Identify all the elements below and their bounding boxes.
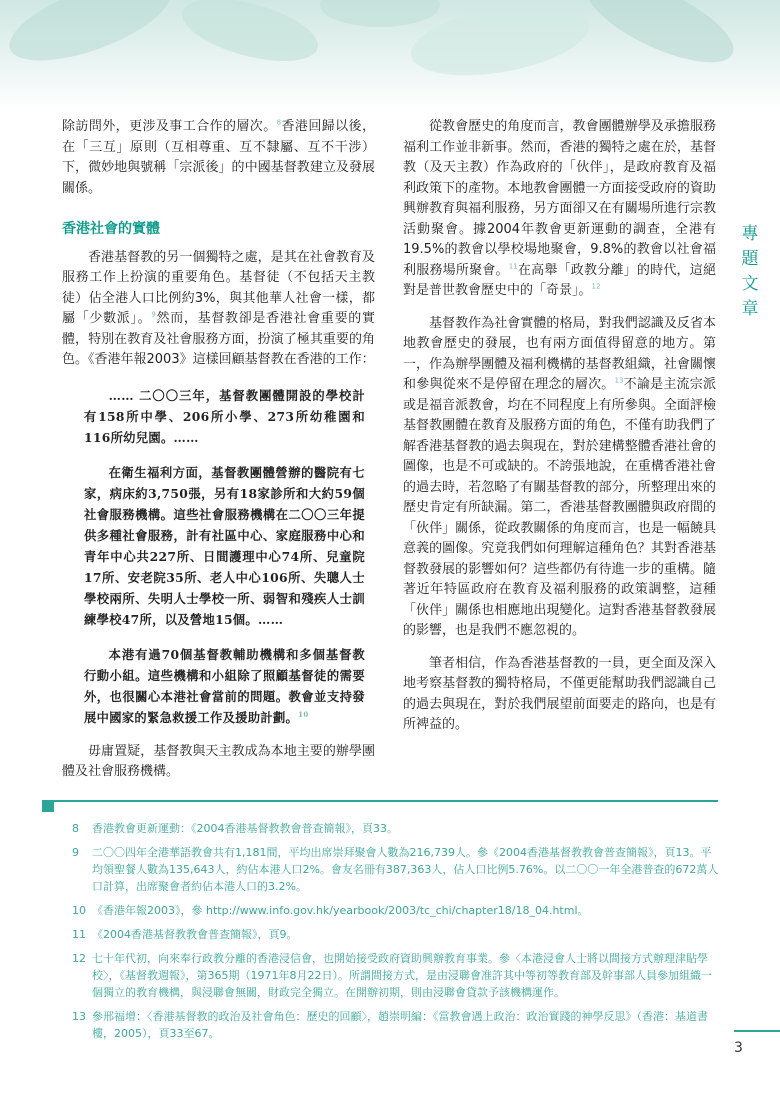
footnote-item: 9 二〇〇四年全港華語教會共有1,181間，平均出席崇拜聚會人數為216,739人。參《2004香港基督教教會普查簡報》，頁13。平均領聖餐人數為135,643人，約佔本港人口2%。會友名冊有387,363人，佔人口比例5.76%。以二〇〇一年全港普查的672萬人口計算，出席聚會者約佔本港人口的3.2%。 bbox=[72, 846, 719, 893]
quote-1: …… 二〇〇三年，基督教團體開設的學校計有158所中學、206所小學、273所幼稚園和116所幼兒園。…… bbox=[84, 387, 365, 445]
footnote-ref: 12 bbox=[591, 282, 601, 291]
footnotes bbox=[72, 820, 720, 1049]
footnote-ref: 11 bbox=[508, 262, 518, 271]
quote-3: 本港有過70個基督教輔助機構和多個基督教行動小組。這些機構和小組除了照顧基督徒的需要外，也很關心本港社會當前的問題。教會並支持發展中國家的緊急救援工作及援助計劃。$^{10}$ bbox=[84, 646, 365, 725]
right-paragraph-1: 從教會歷史的角度而言，教會團體辦學及承擔服務福利工作並非新事。然而，香港的獨特之處在於，基督教（及天主教）作為政府的「伙伴」，是政府教育及福利政策下的產物。本地教會團體一方面接受政府的資助興辦教育與福利服務，另方面卻又在有關場所進行宗教活動聚會。據2004年教會更新運動的調查，全港有19.5%的教會以學校場地聚會，9.8%的教會以社會福利服務場所聚會。$^{11}$在高舉「政教分離」的時代，這絕對是普世教會歷史中的「奇景」。$^{12}$ bbox=[403, 119, 716, 298]
footnote-ref: 8 bbox=[276, 118, 282, 127]
side-section-label bbox=[738, 222, 762, 322]
side-label-char: 題 bbox=[741, 249, 759, 269]
footnote-ref: 10 bbox=[298, 709, 309, 719]
section-heading: 香港社會的實體 bbox=[62, 221, 160, 237]
footnote-item: 11 《2004香港基督教教會普查簡報》，頁9。 bbox=[72, 928, 298, 941]
left-paragraph-2: 香港基督教的另一個獨特之處，是其在社會教育及服務工作上扮演的重要角色。基督徒（不包括天主教徒）佔全港人口比例約3%，與其他華人社會一樣，都屬「少數派」。$^9$然而，基督教卻是香港社會重要的實體，特別在教育及社會服務方面，扮演了極其重要的角色。《香港年報2003》這樣回顧基督教在香港的工作： bbox=[62, 249, 375, 367]
footnote-item: 12 七十年代初，向來奉行政教分離的香港浸信會，也開始接受政府資助興辦教育事業。參〈本港浸會人士將以間接方式辦理津貼學校〉，《基督教週報》，第365期（1971年8月22日）。所謂間接方式，是由浸聯會准許其中等初等教育部及幹事部人員參加組織一個獨立的教育機構，與浸聯會無關，財政完全獨立。在開辦初期，則由浸聯會貸款予該機構運作。 bbox=[72, 952, 712, 999]
left-column bbox=[62, 117, 375, 783]
footnote-item: 10 《香港年報2003》，參 http://www.info.gov.hk/yearbook/2003/tc_chi/chapter18/18_04.html。 bbox=[72, 904, 589, 917]
page-number-bar bbox=[734, 1030, 780, 1032]
side-label-char: 專 bbox=[741, 224, 759, 244]
side-label-char: 文 bbox=[741, 274, 759, 294]
page-number: 3 bbox=[734, 1040, 743, 1056]
right-column bbox=[403, 117, 716, 736]
side-label-char: 章 bbox=[741, 299, 759, 319]
right-paragraph-2: 基督教作為社會實體的格局，對我們認識及反省本地教會歷史的發展，也有兩方面值得留意的地方。第一，作為辦學團體及福利機構的基督教組織，社會關懷和參與從來不是停留在理念的層次。$^{13}$不論是主流宗派或是福音派教會，均在不同程度上有所參與。全面評檢基督教團體在教育及服務方面的角色，不僅有助我們了解香港基督教的過去與現在，對於建構整體香港社會的圖像，也是不可或缺的。不誇張地說，在重構香港社會的過去時，若忽略了有關基督教的部分，所整理出來的歷史肯定有所缺漏。第二，香港基督教團體與政府間的「伙伴」關係，從政教關係的角度而言，也是一幅饒具意義的圖像。究竟我們如何理解這種角色？其對香港基督教發展的影響如何？這些都仍有待進一步的重構。隨著近年特區政府在教育及福利服務的政策調整，這種「伙伴」關係也相應地出現變化。這對香港基督教發展的影響，也是我們不應忽視的。 bbox=[403, 315, 716, 638]
footnote-ref: 13 bbox=[614, 376, 624, 385]
quote-2: 在衛生福利方面，基督教團體營辦的醫院有七家，病床約3,750張，另有18家診所和大約59個社會服務機構。這些社會服務機構在二〇〇三年提供多種社會服務，計有社區中心、家庭服務中心和青年中心共227所、日間護理中心74所、兒童院17所、安老院35所、老人中心106所、失聰人士學校兩所、失明人士學校一所、弱智和殘疾人士訓練學校47所，以及營地15個。…… bbox=[84, 464, 365, 627]
footnote-ref: 9 bbox=[151, 310, 156, 319]
right-paragraph-3: 筆者相信，作為香港基督教的一員，更全面及深入地考察基督教的獨特格局，不僅更能幫助我們認識自己的過去與現在，對於我們展望前面要走的路向，也是有所裨益的。 bbox=[403, 655, 716, 732]
footnote-marker bbox=[42, 800, 54, 812]
left-paragraph-3: 毋庸置疑，基督教與天主教成為本地主要的辦學團體及社會服務機構。 bbox=[62, 743, 375, 779]
left-paragraph-1: 除訪問外，更涉及事工合作的層次。$^8$香港回歸以後，在「三互」原則（互相尊重、互不隸屬、互不干涉）下，微妙地與號稱「宗派後」的中國基督教建立及發展關係。 bbox=[62, 118, 375, 196]
footnote-item: 8 香港教會更新運動：《2004香港基督教教會普查簡報》，頁33。 bbox=[72, 822, 398, 835]
footnote-divider bbox=[42, 800, 718, 802]
footnote-item: 13 參邢福增：〈香港基督教的政治及社會角色：歷史的回顧〉，趙崇明編：《當教會遇上政治：政治實踐的神學反思》（香港：基道書樓，2005），頁33至67。 bbox=[72, 1010, 708, 1040]
header-leaf-decoration bbox=[0, 0, 780, 110]
